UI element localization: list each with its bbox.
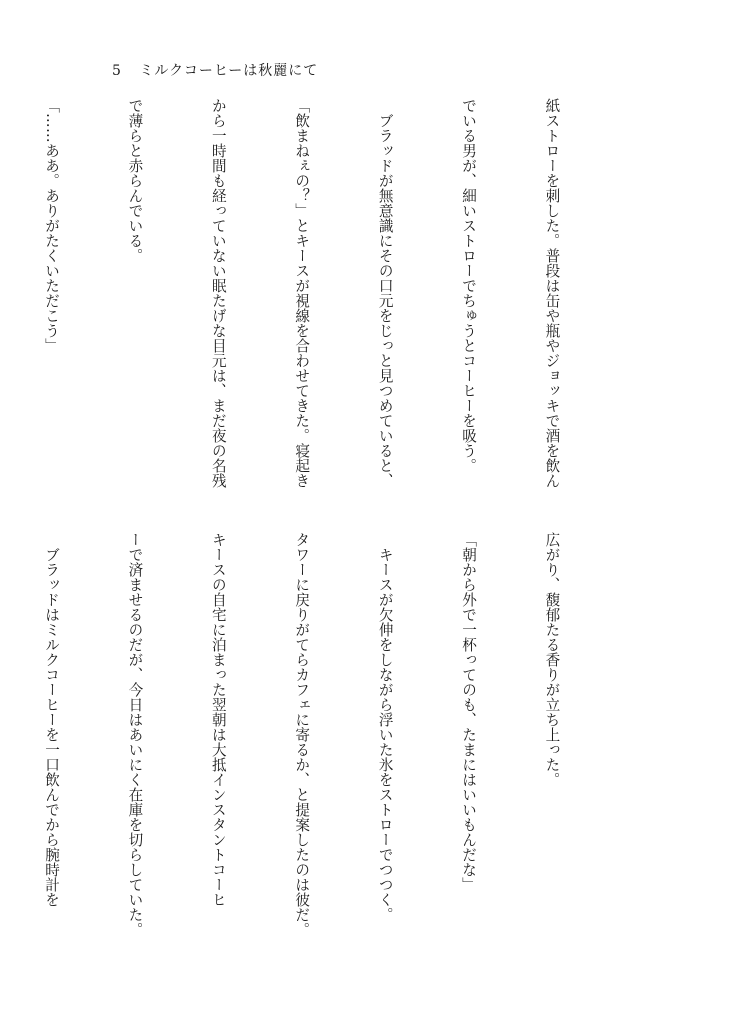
text-line: 紙ストローを刺した。普段は缶や瓶やジョッキで酒を飲ん xyxy=(543,98,561,488)
upper-text-block xyxy=(0,98,621,503)
text-line: 「飲まねぇの？」とキースが視線を合わせてきた。寝起き xyxy=(293,98,311,488)
text-line: ーで済ませるのだが、今日はあいにく在庫を切らしていた。 xyxy=(126,532,144,937)
text-line: でいる男が、細いストローでちゅうとコーヒーを吸う。 xyxy=(460,98,478,473)
text-line: で薄らと赤らんでいる。 xyxy=(126,98,144,263)
lower-text-block xyxy=(0,532,621,952)
text-line: 「朝から外で一杯ってのも、たまにはいいもんだな」 xyxy=(460,532,478,892)
page-number: 5 xyxy=(112,63,122,79)
text-line: 広がり、馥郁たる香りが立ち上った。 xyxy=(543,532,561,787)
text-line: ブラッドが無意識にその口元をじっと見つめていると、 xyxy=(376,98,394,488)
running-header xyxy=(112,60,318,80)
text-line: 「……ああ。ありがたくいただこう」 xyxy=(43,98,61,353)
chapter-title: ミルクコーヒーは秋麗にて xyxy=(139,63,319,79)
text-line: から一時間も経っていない眠たげな目元は、まだ夜の名残 xyxy=(209,98,227,488)
text-line: タワーに戻りがてらカフェに寄るか、と提案したのは彼だ。 xyxy=(293,532,311,937)
text-line: ブラッドはミルクコーヒーを一口飲んでから腕時計を xyxy=(43,532,61,907)
text-line: キースの自宅に泊まった翌朝は大抵インスタントコーヒ xyxy=(209,532,227,907)
text-line: キースが欠伸をしながら浮いた氷をストローでつつく。 xyxy=(376,532,394,922)
